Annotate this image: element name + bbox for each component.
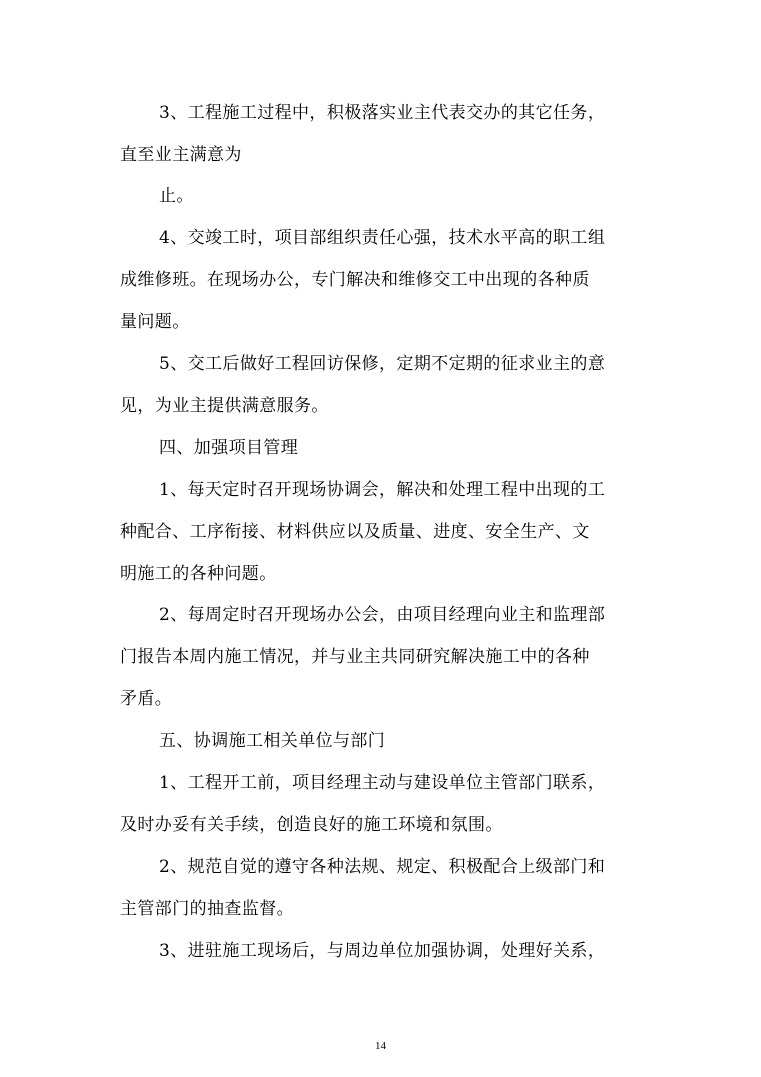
- text-line: 及时办妥有关手续，创造良好的施工环境和氛围。: [120, 815, 503, 835]
- page-number: 14: [375, 1040, 386, 1052]
- text-line: 量问题。: [120, 312, 190, 332]
- text-line: 3、进驻施工现场后，与周边单位加强协调，处理好关系，: [159, 941, 606, 961]
- text-line: 主管部门的抽查监督。: [120, 899, 294, 919]
- text-line: 止。: [159, 186, 194, 206]
- section-heading: 五、协调施工相关单位与部门: [159, 731, 386, 751]
- text-line: 种配合、工序衔接、材料供应以及质量、进度、安全生产、文: [120, 522, 590, 542]
- text-line: 5、交工后做好工程回访保修，定期不定期的征求业主的意: [159, 354, 606, 374]
- text-line: 矛盾。: [120, 689, 173, 709]
- text-line: 1、工程开工前，项目经理主动与建设单位主管部门联系，: [159, 773, 606, 793]
- text-line: 2、规范自觉的遵守各种法规、规定、积极配合上级部门和: [159, 857, 606, 877]
- text-line: 明施工的各种问题。: [120, 564, 277, 584]
- text-line: 见，为业主提供满意服务。: [120, 396, 329, 416]
- text-line: 门报告本周内施工情况，并与业主共同研究解决施工中的各种: [120, 647, 590, 667]
- text-line: 2、每周定时召开现场办公会，由项目经理向业主和监理部: [159, 605, 606, 625]
- text-line: 成维修班。在现场办公，专门解决和维修交工中出现的各种质: [120, 270, 590, 290]
- text-line: 直至业主满意为: [120, 145, 242, 165]
- section-heading: 四、加强项目管理: [159, 438, 299, 458]
- text-line: 1、每天定时召开现场协调会，解决和处理工程中出现的工: [159, 480, 606, 500]
- text-line: 4、交竣工时，项目部组织责任心强，技术水平高的职工组: [159, 228, 606, 248]
- text-line: 3、工程施工过程中，积极落实业主代表交办的其它任务，: [159, 103, 606, 123]
